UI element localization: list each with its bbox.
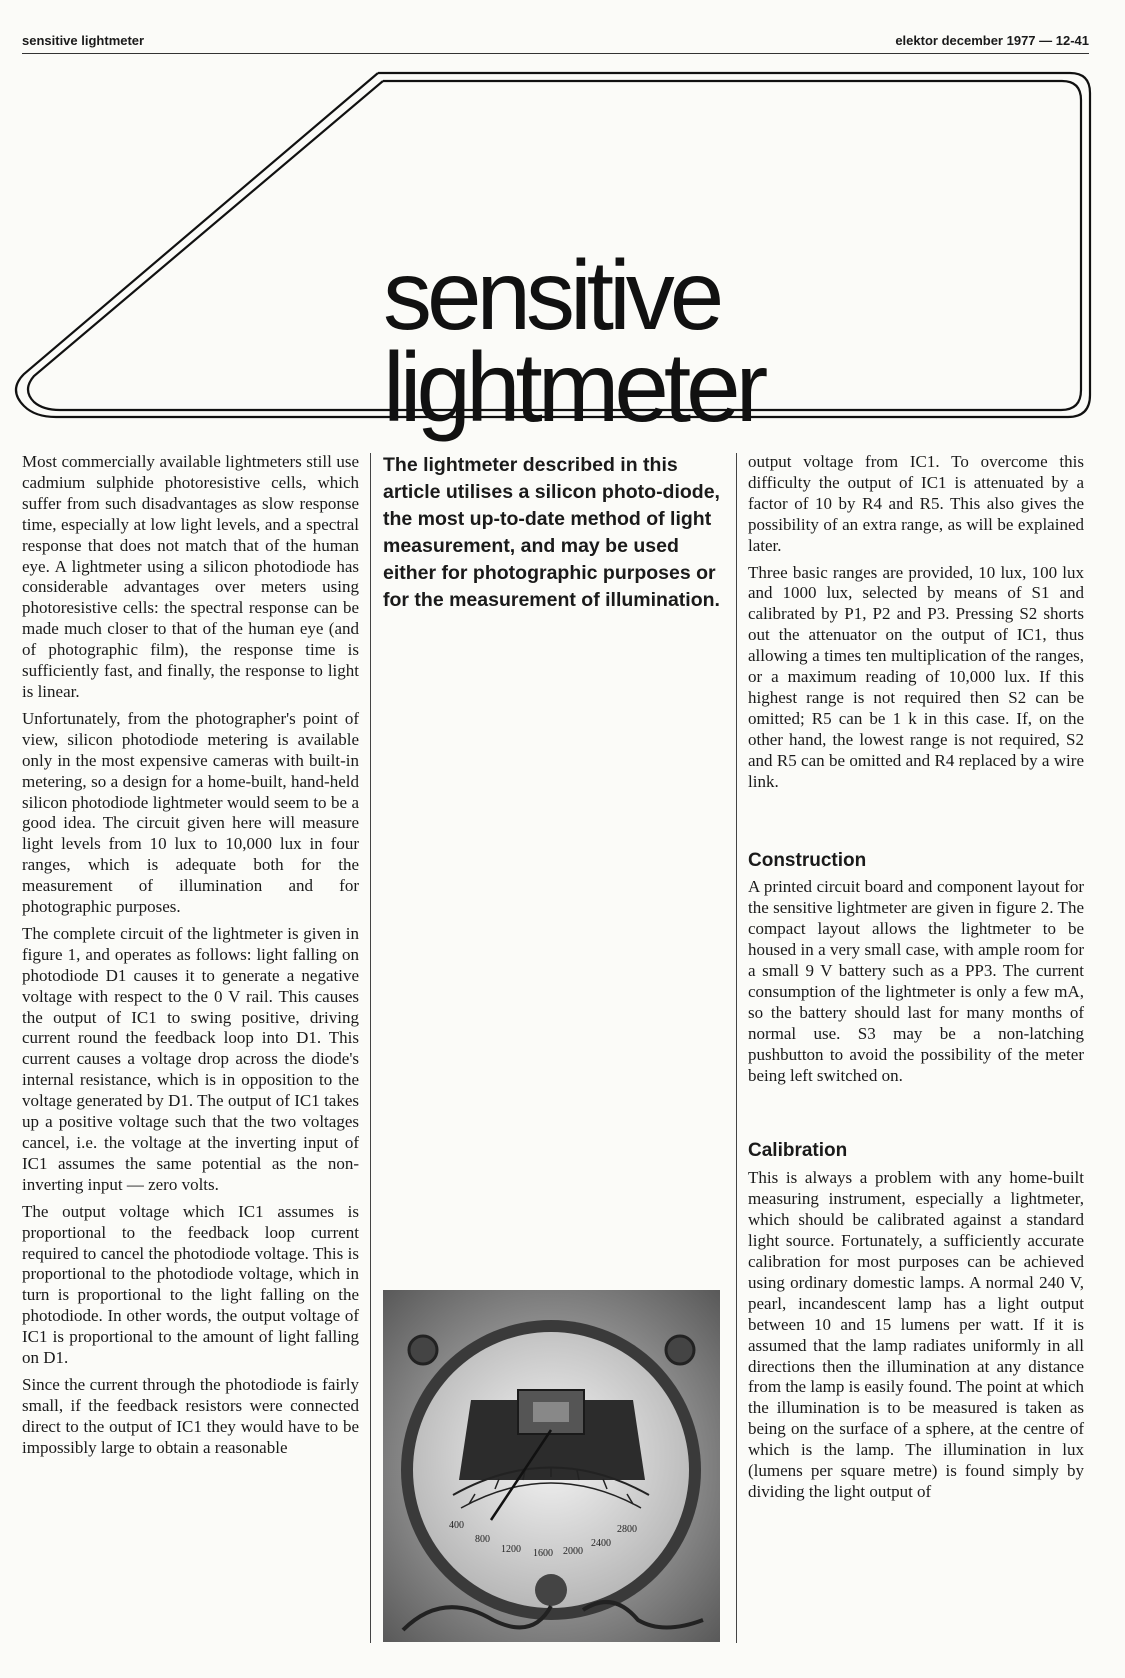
column-divider	[736, 453, 737, 1643]
meter-scale-label: 1600	[533, 1548, 553, 1559]
intro-standfirst: The lightmeter described in this article utilises a silicon photo-diode, the most up-to-date method of light measurement, and may be used either for photographic purposes or for the measurement of illumination.	[383, 454, 720, 611]
section-heading-calibration: Calibration	[748, 1140, 848, 1162]
lightmeter-photo	[383, 1290, 720, 1642]
header-rule	[22, 53, 1089, 54]
meter-scale-label: 400	[449, 1520, 464, 1531]
right-column	[748, 452, 1084, 1509]
title-line-2: lightmeter	[383, 332, 764, 442]
meter-scale-label: 2800	[617, 1524, 637, 1535]
body-paragraph: The complete circuit of the lightmeter is given in figure 1, and operates as follows: light falling on photodiode D1 causes it to generate a negative voltage with respect to the 0 V rail. This causes the output of IC1 to swing positive, driving current round the feedback loop into D1. This current causes a voltage drop across the diode's internal resistance, which is in opposition to the voltage generated by D1. The output of IC1 takes up a positive voltage such that the two voltages cancel, i.e. the voltage at the inverting input of IC1 assumes the same potential as the non-inverting input — zero volts.	[22, 923, 359, 1194]
title-line-1: sensitive	[383, 240, 720, 350]
section-heading-construction: Construction	[748, 849, 867, 871]
body-paragraph: output voltage from IC1. To overcome this difficulty the output of IC1 is attenuated by a factor of 10 by R4 and R5. This also gives the possibility of an extra range, as will be explained later.	[748, 452, 1084, 555]
running-header-title: sensitive lightmeter	[22, 33, 145, 48]
body-paragraph: This is always a problem with any home-built measuring instrument, especially a lightmeter, which should be calibrated against a standard light source. Fortunately, a sufficiently accurate calibration for most purposes can be achieved using ordinary domestic lamps. A normal 240 V, pearl, incandescent lamp has a light output between 10 and 15 lumens per watt. If it is assumed that the lamp radiates uniformly in all directions then the illumination at any distance from the lamp is easily found. The point at which the illumination is to be measured is taken as being on the surface of a sphere, at the centre of which is the lamp. The illumination in lux (lumens per square metre) is found simply by dividing the light output of	[748, 1168, 1084, 1501]
body-paragraph: The output voltage which IC1 assumes is proportional to the feedback loop current required to cancel the photodiode voltage. This is proportional to the photodiode voltage, which in turn is proportional to the light falling on the photodiode. In other words, the output voltage of IC1 is proportional to the amount of light falling on D1.	[22, 1201, 359, 1368]
body-paragraph: Three basic ranges are provided, 10 lux, 100 lux and 1000 lux, selected by means of S1 and calibrated by P1, P2 and P3. Pressing S2 shorts out the attenuator on the output of IC1, thus allowing a times ten multiplication of the ranges, or a maximum reading of 10,000 lux. If this highest range is not required then S2 can be omitted; R5 can be 1 k in this case. If, on the other hand, the lowest range is not required, S2 and R5 can be omitted and R4 replaced by a wire link.	[748, 562, 1084, 791]
meter-scale-label: 800	[475, 1534, 490, 1545]
body-paragraph: Since the current through the photodiode is fairly small, if the feedback resistors were connected direct to the output of IC1 they would have to be impossibly large to obtain a reasonable	[22, 1374, 359, 1457]
running-header-issue: elektor december 1977 — 12-41	[895, 33, 1089, 48]
meter-scale-label: 2000	[563, 1546, 583, 1557]
middle-column	[383, 452, 725, 614]
body-paragraph: Most commercially available lightmeters still use cadmium sulphide photoresistive cells, which suffer from such disadvantages as slow response time, especially at low light levels, and a spectral response that does not match that of the human eye. A lightmeter using a silicon photodiode has considerable advantages over meters using photoresistive cells: the spectral response can be made much closer to that of the human eye (and of photographic film), the response time is sufficiently fast, and finally, the response to light is linear.	[22, 452, 359, 701]
left-column	[22, 452, 359, 1465]
body-paragraph: Unfortunately, from the photographer's point of view, silicon photodiode metering is available only in the most expensive cameras with built-in metering, so a design for a home-built, hand-held silicon photodiode lightmeter would seem to be a good idea. The circuit given here will measure light levels from 10 lux to 10,000 lux in four ranges, which is adequate both for the measurement of illumination and for photographic purposes.	[22, 708, 359, 917]
column-divider	[370, 453, 371, 1643]
body-paragraph: A printed circuit board and component layout for the sensitive lightmeter are given in figure 2. The compact layout allows the lightmeter to be housed in a very small case, with ample room for a small 9 V battery such as a PP3. The current consumption of the lightmeter is only a few mA, so the battery should last for many months of normal use. S3 may be a non-latching pushbutton to avoid the possibility of the meter being left switched on.	[748, 877, 1084, 1085]
meter-scale-label: 1200	[501, 1544, 521, 1555]
meter-scale-label: 2400	[591, 1538, 611, 1549]
